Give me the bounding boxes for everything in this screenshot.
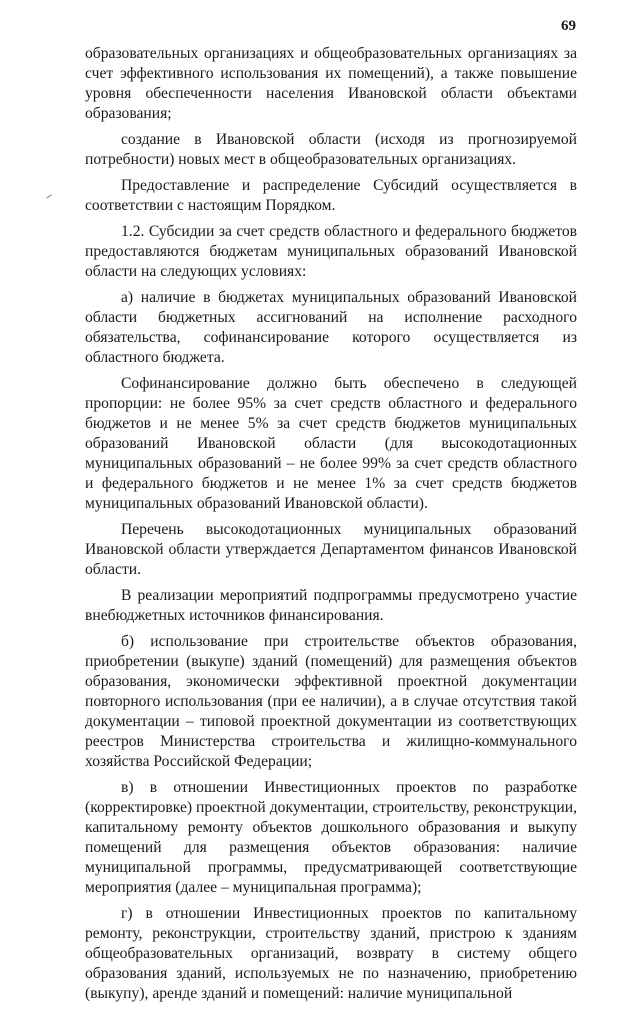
paragraph-condition-b: б) использование при строительстве объектов образования, приобретении (выкупе) зданий (помещений) для размещения объектов образования, экономически эффективной проектной документации повторного использования (при ее наличии), а в случае отсутствия такой документации – типовой проектной документации из соответствующих реестров Министерства строительства и жилищно-коммунального хозяйства Российской Федерации;	[85, 633, 577, 770]
margin-mark	[46, 195, 52, 199]
page-number: 69	[561, 18, 576, 34]
paragraph-continuation: образовательных организациях и общеобразовательных организациях за счет эффективного использования их помещений), а также повышение уровня обеспеченности населения Ивановской области объектами образования;	[85, 45, 577, 122]
paragraph-condition-v: в) в отношении Инвестиционных проектов по разработке (корректировке) проектной документации, строительству, реконструкции, капитальному ремонту объектов дошкольного образования и выкупу помещений для размещения объектов образования: наличие муниципальной программы, предусматривающей соответствующие мероприятия (далее – муниципальная программа);	[85, 779, 577, 896]
paragraph-condition-a: а) наличие в бюджетах муниципальных образований Ивановской области бюджетных ассигнований на исполнение расходного обязательства, софинансирование которого осуществляется из областного бюджета.	[85, 289, 577, 366]
paragraph-extra-budget: В реализации мероприятий подпрограммы предусмотрено участие внебюджетных источников финансирования.	[85, 587, 577, 624]
document-body	[85, 44, 577, 1010]
paragraph-cofinancing: Софинансирование должно быть обеспечено в следующей пропорции: не более 95% за счет средств областного и федерального бюджетов и не менее 5% за счет средств бюджетов муниципальных образований Ивановской области (для высокодотационных муниципальных образований – не более 99% за счет средств областного и федерального бюджетов и не менее 1% за счет средств бюджетов муниципальных образований Ивановской области).	[85, 375, 577, 512]
paragraph-condition-g: г) в отношении Инвестиционных проектов по капитальному ремонту, реконструкции, строительству зданий, пристрою к зданиям общеобразовательных организаций, возврату в систему общего образования зданий, используемых не по назначению, приобретению (выкупу), аренде зданий и помещений: наличие муниципальной	[85, 905, 577, 1002]
paragraph-new-places: создание в Ивановской области (исходя из прогнозируемой потребности) новых мест в общеобразовательных организациях.	[85, 131, 577, 168]
paragraph-list-approval: Перечень высокодотационных муниципальных образований Ивановской области утверждается Департаментом финансов Ивановской области.	[85, 521, 577, 578]
paragraph-section-1-2: 1.2. Субсидии за счет средств областного и федерального бюджетов предоставляются бюджетам муниципальных образований Ивановской области на следующих условиях:	[85, 223, 577, 280]
paragraph-distribution: Предоставление и распределение Субсидий осуществляется в соответствии с настоящим Порядком.	[85, 177, 577, 214]
